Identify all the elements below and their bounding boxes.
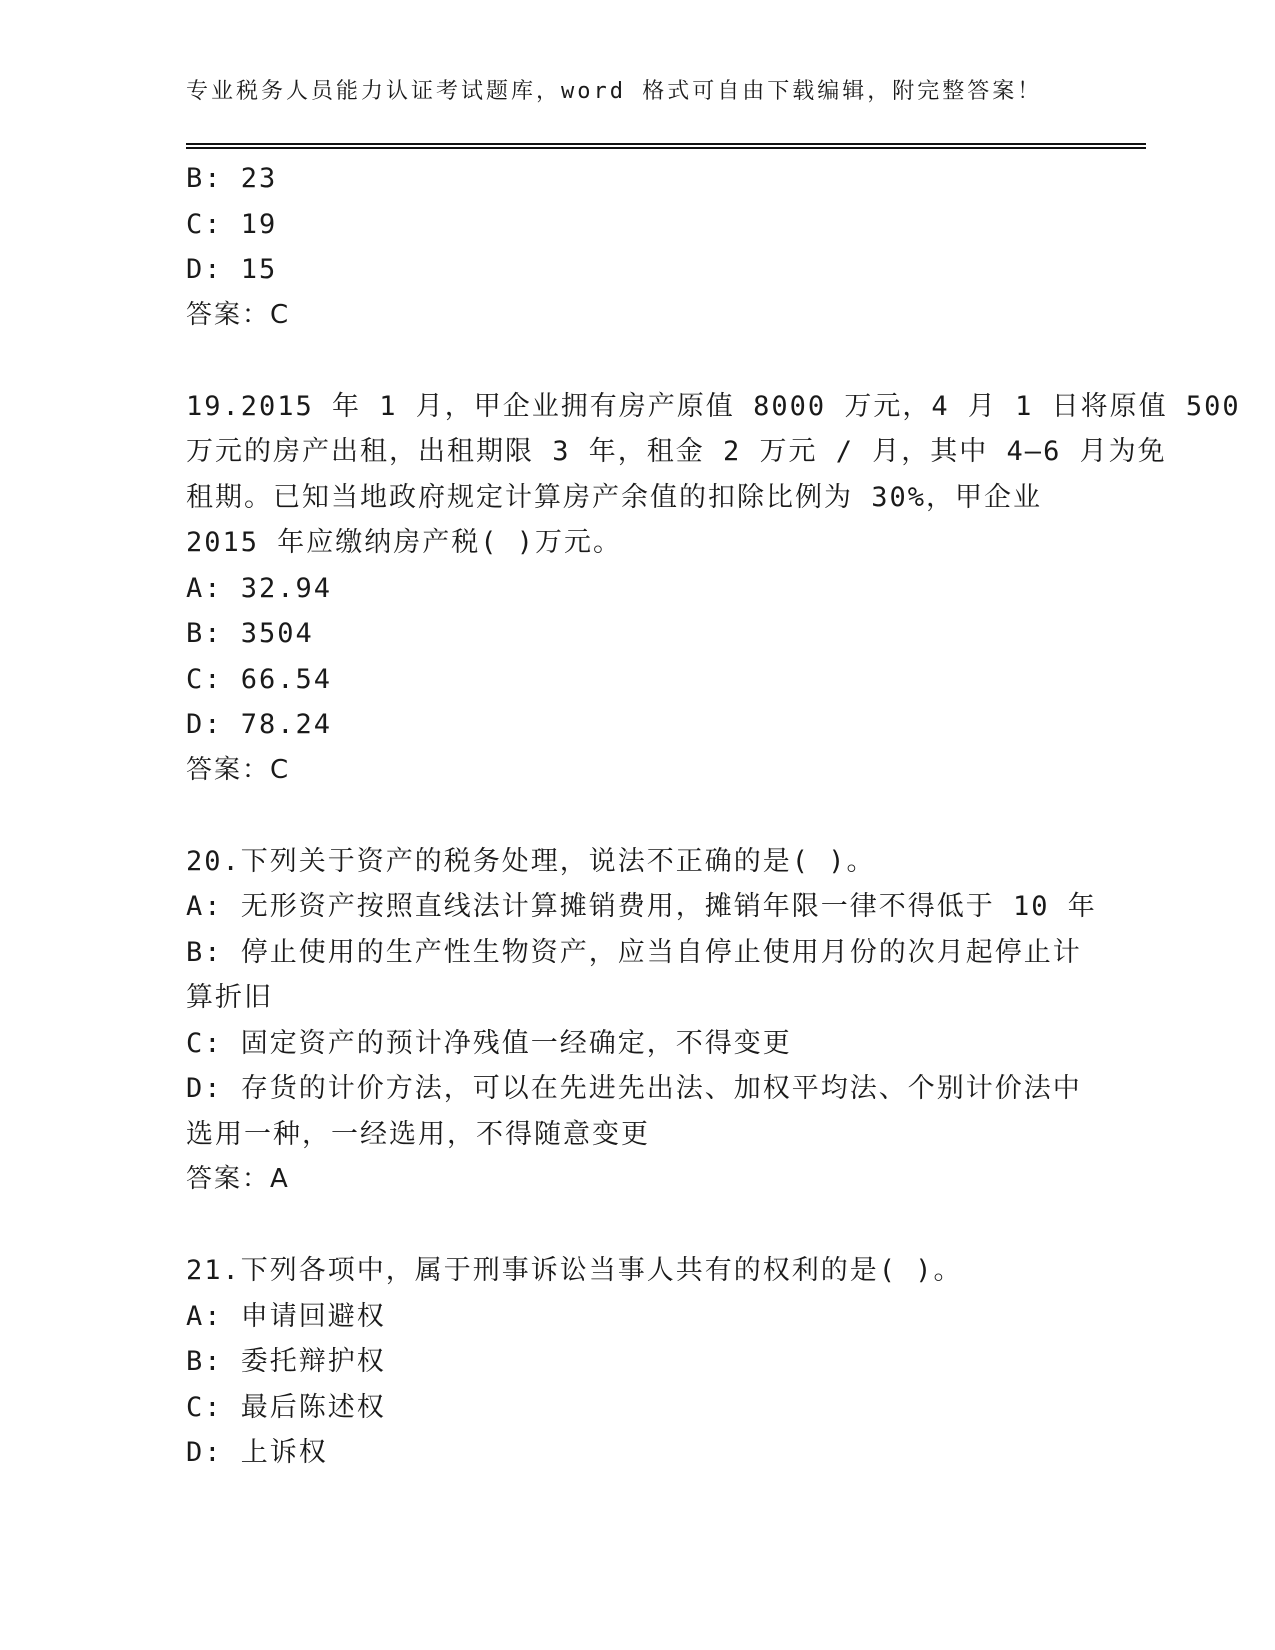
question-stem: 20.下列关于资产的税务处理，说法不正确的是( )。 — [186, 845, 876, 877]
question-19 — [186, 384, 1241, 794]
question-21 — [186, 1248, 1066, 1476]
header-divider — [186, 143, 1146, 149]
option-b: B: 3504 — [186, 618, 314, 649]
option-d: D: 存货的计价方法，可以在先进先出法、加权平均法、个别计价法中 — [186, 1073, 1082, 1104]
answer-label: 答案：C — [186, 754, 291, 785]
answer-label: 答案：A — [186, 1164, 290, 1194]
option-d-continued: 选用一种，一经选用，不得随意变更 — [186, 1118, 650, 1150]
option-a: A: 申请回避权 — [186, 1300, 386, 1332]
question-stem: 21.下列各项中，属于刑事诉讼当事人共有的权利的是( )。 — [186, 1255, 963, 1286]
option-c: C: 19 — [186, 208, 278, 240]
option-a: A: 无形资产按照直线法计算摊销费用，摊销年限一律不得低于 10 年 — [186, 891, 1097, 922]
question-stem-line: 19.2015 年 1 月，甲企业拥有房产原值 8000 万元，4 月 1 日将原值 500 — [186, 390, 1241, 422]
question-stem-line: 租期。已知当地政府规定计算房产余值的扣除比例为 30%，甲企业 — [186, 481, 1043, 513]
option-a: A: 32.94 — [186, 572, 333, 604]
question-20 — [186, 839, 1097, 1203]
option-b-continued: 算折旧 — [186, 982, 273, 1013]
option-d: D: 78.24 — [186, 709, 333, 740]
option-c: C: 66.54 — [186, 663, 333, 695]
question-stem-line: 2015 年应缴纳房产税( )万元。 — [186, 527, 623, 558]
document-body — [186, 156, 1241, 1476]
document-header: 专业税务人员能力认证考试题库，word 格式可自由下载编辑，附完整答案！ — [186, 79, 1043, 104]
prev-question — [186, 156, 1066, 338]
option-b: B: 停止使用的生产性生物资产，应当自停止使用月份的次月起停止计 — [186, 936, 1082, 968]
option-d: D: 15 — [186, 254, 278, 285]
question-stem-line: 万元的房产出租，出租期限 3 年，租金 2 万元 / 月，其中 4—6 月为免 — [186, 436, 1167, 467]
option-d: D: 上诉权 — [186, 1437, 328, 1468]
answer-label: 答案：C — [186, 299, 291, 330]
option-b: B: 23 — [186, 163, 278, 194]
option-c: C: 固定资产的预计净残值一经确定，不得变更 — [186, 1027, 792, 1059]
option-c: C: 最后陈述权 — [186, 1391, 386, 1423]
option-b: B: 委托辩护权 — [186, 1346, 386, 1377]
